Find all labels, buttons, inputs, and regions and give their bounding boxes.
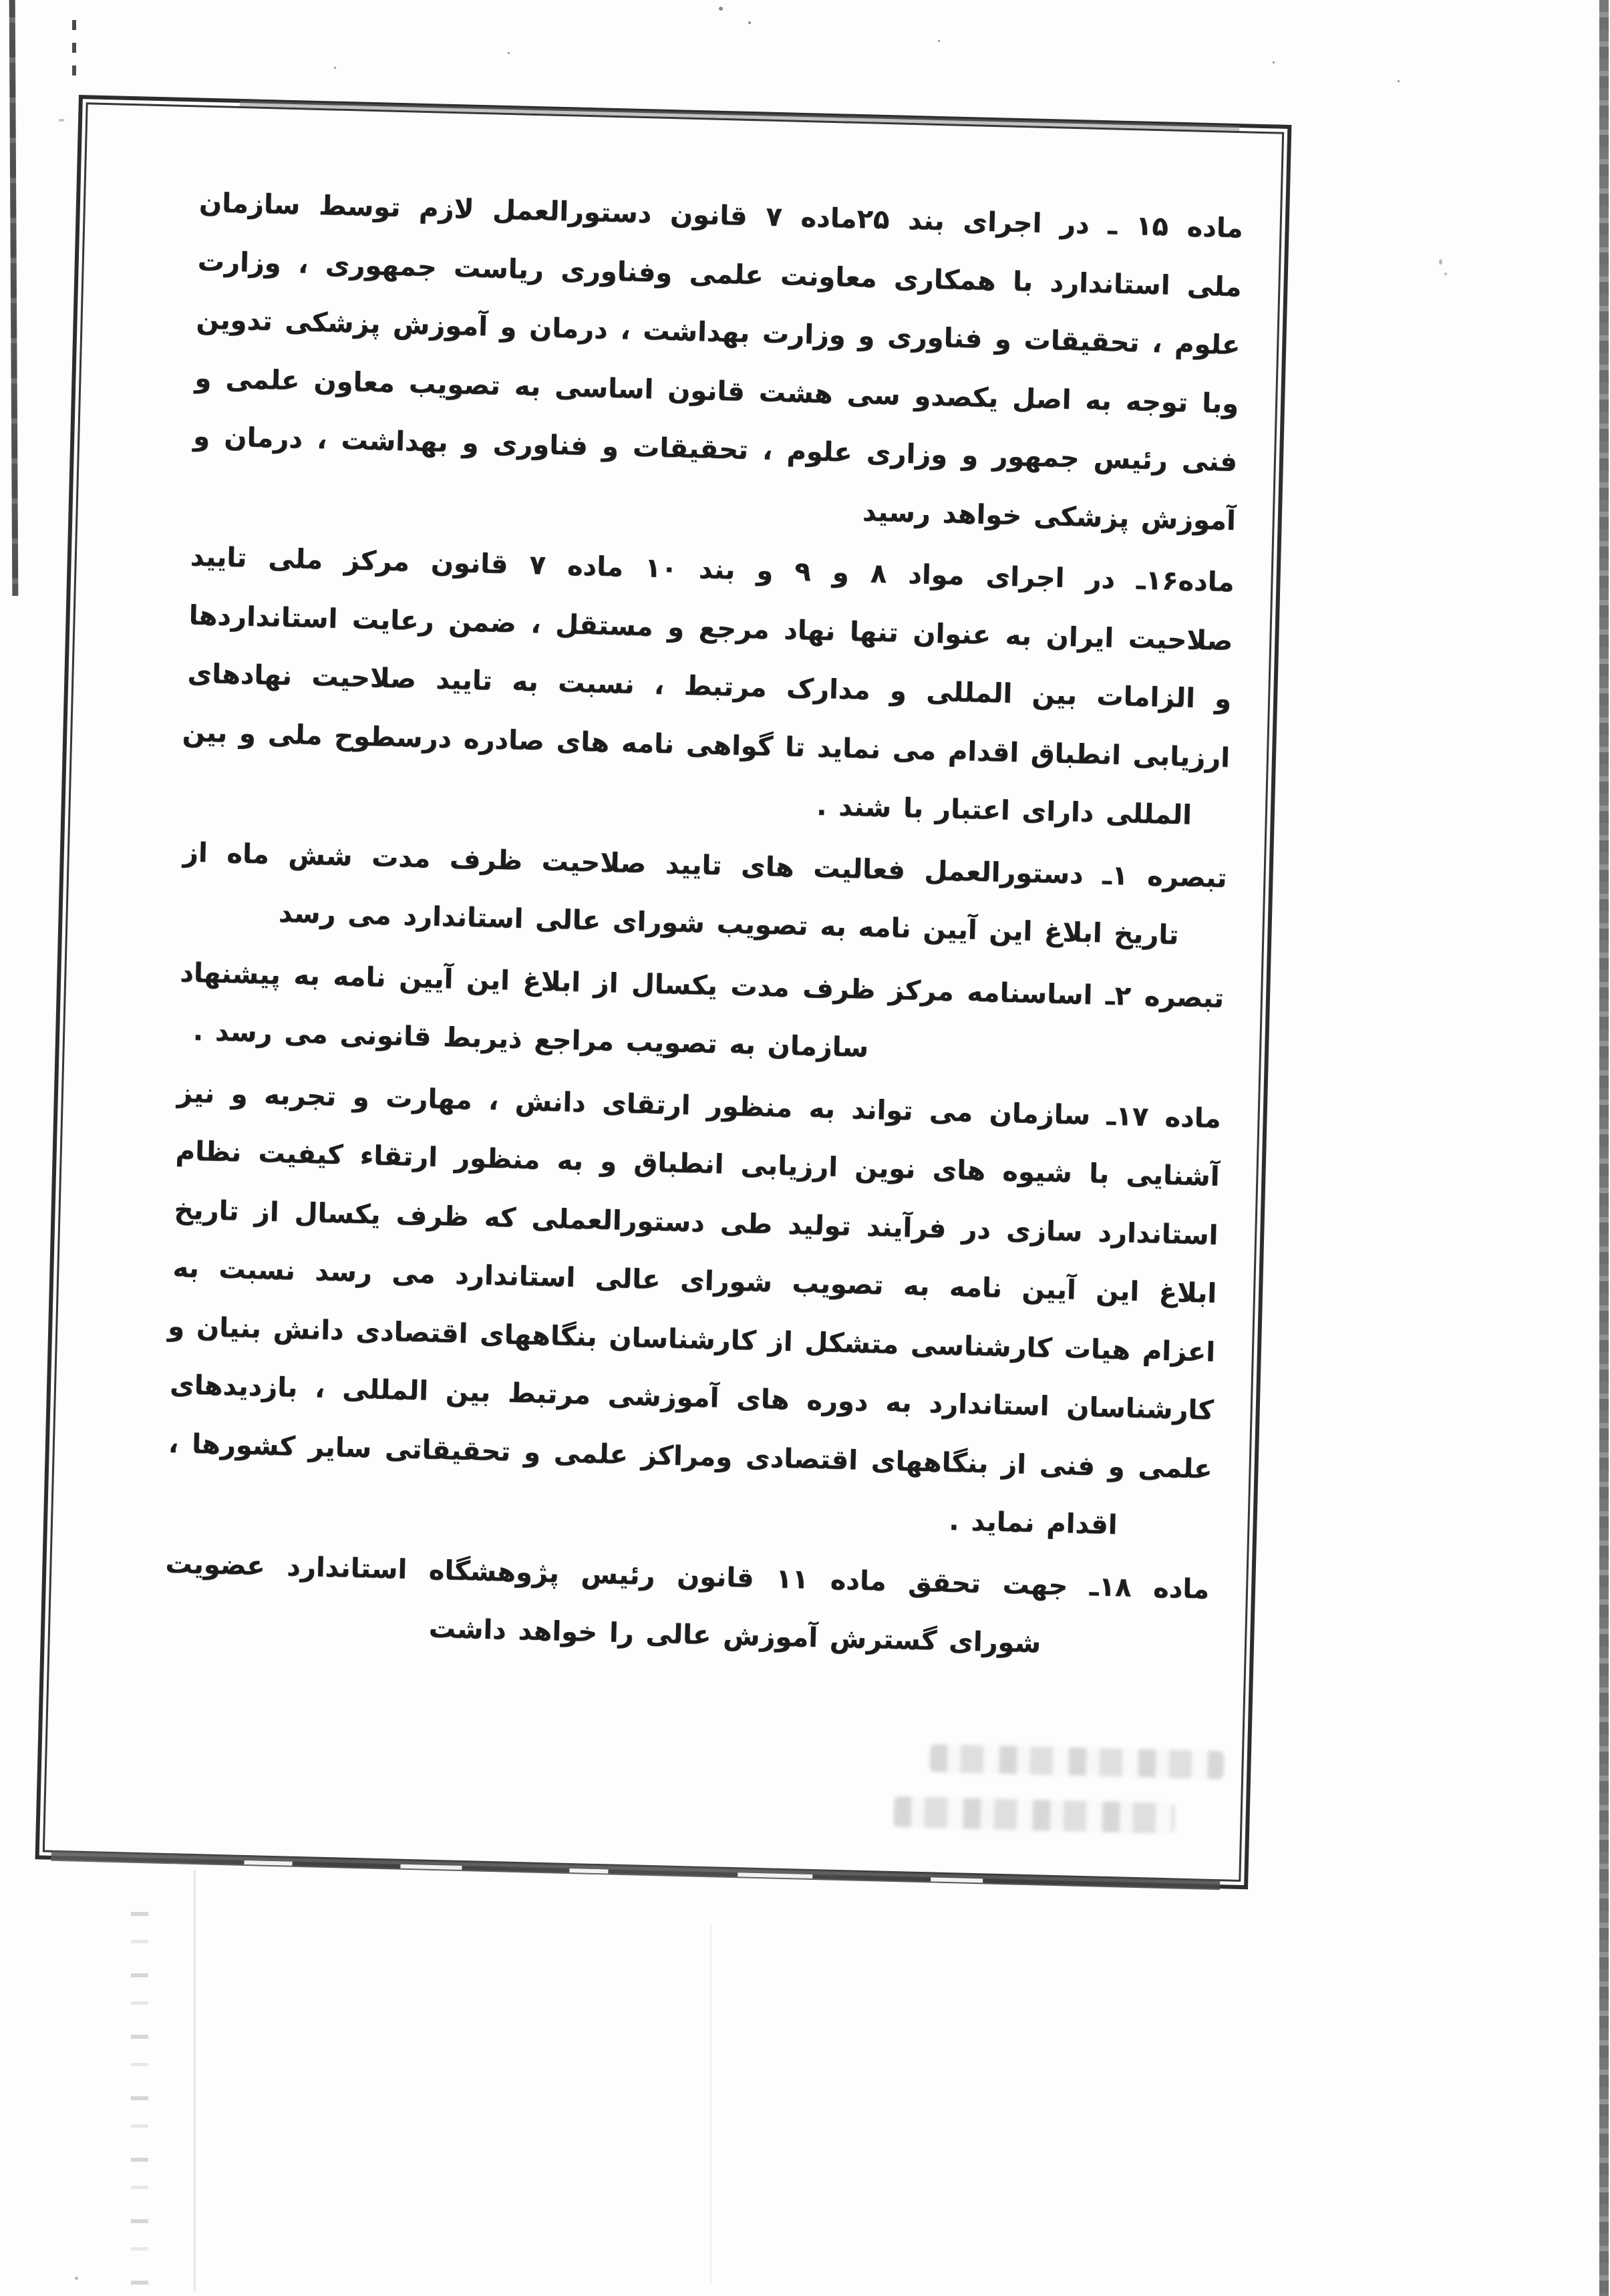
top-dash-column	[72, 20, 76, 87]
speckle	[748, 21, 751, 24]
article-15-line-3: علوم ، تحقیقات و فناوری و وزارت بهداشت ، درمان و آموزش پزشکی تدوین	[196, 304, 1241, 361]
speckle	[1273, 61, 1275, 63]
speckle	[719, 7, 723, 11]
right-edge-band	[1599, 0, 1609, 2296]
article-16-line-4: ارزیابی انطباق اقدام می نماید تا گواهی نامه های صادره درسطوح ملی و بین	[182, 716, 1231, 774]
article-17-line-6: کارشناسان استاندارد به دوره های آموزشی مرتبط بین المللی ، بازدیدهای	[169, 1369, 1215, 1426]
left-edge-streak	[9, 0, 19, 596]
document-body	[163, 174, 1243, 1678]
article-17-line-4: ابلاغ این آیین نامه به تصویب شورای عالی استاندارد می رسد نسبت به	[172, 1253, 1217, 1309]
bottom-left-speckle-column	[131, 1912, 148, 2286]
speckle	[59, 119, 64, 122]
speckle	[1444, 273, 1447, 275]
note-2-line-2: سازمان به تصویب مراجع ذیربط قانونی می رسد .	[192, 1015, 869, 1063]
speckle	[75, 2277, 78, 2280]
article-15-line-1: ماده ۱۵ ـ در اجرای بند ۲۵ماده ۷ قانون دستورالعمل لازم توسط سازمان	[198, 187, 1244, 244]
article-18-line-2: شورای گسترش آموزش عالی را خواهد داشت	[428, 1613, 1041, 1659]
article-18-line-1: ماده ۱۸ـ جهت تحقق ماده ۱۱ قانون رئیس پژوهشگاه استاندارد عضویت	[164, 1548, 1210, 1605]
frame-outer-border	[35, 95, 1292, 1889]
article-15-line-2: ملی استاندارد با همکاری معاونت علمی وفناوری ریاست جمهوری ، وزارت	[197, 245, 1242, 303]
article-16-line-1: ماده۱۶ـ در اجرای مواد ۸ و ۹ و بند ۱۰ ماده ۷ قانون مرکز ملی تایید	[190, 541, 1235, 599]
article-18-paragraph	[163, 1534, 1210, 1677]
note-1-line-2: تاریخ ابلاغ این آیین نامه به تصویب شورای عالی استاندارد می رسد	[278, 897, 1179, 951]
article-17-line-2: آشنایی با شیوه های نوین ارزیابی انطباق و به منظور ارتقاء کیفیت نظام	[175, 1136, 1220, 1192]
document-frame	[35, 95, 1292, 1889]
article-16-line-2: صلاحیت ایران به عنوان تنها نهاد مرجع و مستقل ، ضمن رعایت استانداردها	[188, 599, 1233, 657]
speckle	[938, 40, 940, 42]
article-15-line-4: وبا توجه به اصل یکصدو سی هشت قانون اساسی به تصویب معاون علمی و	[194, 362, 1239, 420]
article-17-line-1: ماده ۱۷ـ سازمان می تواند به منظور ارتقای دانش ، مهارت و تجربه و نیز	[176, 1077, 1222, 1134]
speckle	[508, 52, 510, 54]
article-17-paragraph	[166, 1064, 1222, 1558]
note-2-line-1: تبصره ۲ـ اساسنامه مرکز ظرف مدت یکسال از ابلاغ این آیین نامه به پیشنهاد	[179, 957, 1225, 1014]
article-15-line-5: فنی رئیس جمهور و وزاری علوم ، تحقیقات و فناوری و بهداشت ، درمان و	[192, 421, 1238, 478]
article-15-paragraph	[191, 174, 1244, 551]
article-15-line-6: آموزش پزشکی خواهد رسید	[862, 496, 1237, 536]
article-16-line-5: المللی دارای اعتبار با شند .	[816, 790, 1192, 831]
faint-fold-line	[194, 1870, 196, 2291]
speckle	[334, 67, 336, 69]
article-17-line-8: اقدام نماید .	[948, 1505, 1118, 1541]
note-1-line-1: تبصره ۱ـ دستورالعمل فعالیت های تایید صلاحیت ظرف مدت شش ماه از	[182, 836, 1228, 894]
article-16-line-3: و الزامات بین المللی و مدارک مرتبط ، نسبت به تایید صلاحیت نهادهای	[187, 658, 1232, 715]
speckle	[1398, 80, 1400, 82]
article-16-paragraph	[184, 528, 1235, 846]
note-1-paragraph	[181, 824, 1228, 967]
article-17-line-3: استاندارد سازی در فرآیند تولید طی دستورالعملی که ظرف یکسال از تاریخ	[174, 1194, 1219, 1251]
note-2-paragraph	[178, 944, 1225, 1087]
frame-inner-border	[43, 102, 1284, 1882]
article-17-line-5: اعزام هیات کارشناسی متشکل از کارشناسان بنگاههای اقتصادی دانش بنیان و	[167, 1311, 1216, 1368]
article-17-line-7: علمی و فنی از بنگاههای اقتصادی ومراکز علمی و تحقیقاتی سایر کشورها ،	[168, 1428, 1213, 1485]
faint-fold-line	[710, 1924, 711, 2285]
speckle	[1439, 259, 1442, 265]
